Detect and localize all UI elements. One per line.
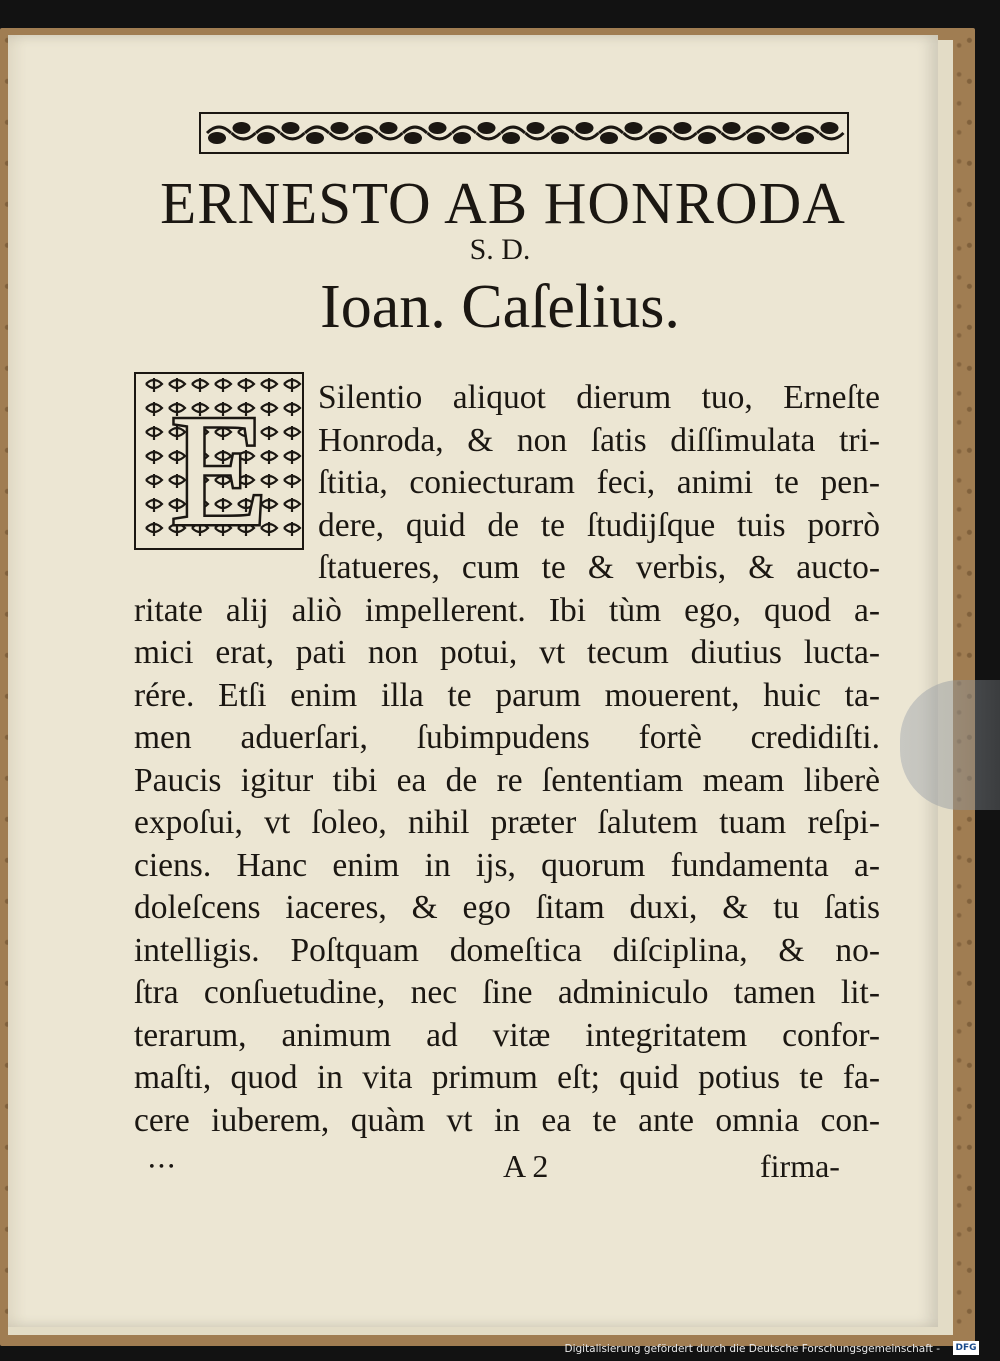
- footer-ornament-dots: •••: [148, 1160, 178, 1175]
- text-line: men aduerſari, ſubimpudens fortè credidiſti.: [134, 719, 880, 756]
- catchword: firma-: [760, 1148, 840, 1184]
- drop-cap-initial: [134, 372, 304, 550]
- page-heading: ERNESTO AB HONRODA: [160, 170, 846, 236]
- text-line: Honroda, & non ſatis diſſimulata tri-: [318, 421, 880, 459]
- text-line: ſtatueres, cum te & verbis, & aucto-: [318, 549, 880, 586]
- text-line: maſti, quod in vita primum eſt; quid potius te fa-: [134, 1059, 880, 1096]
- decorative-headpiece-ornament: [199, 112, 849, 154]
- salutation: S. D.: [469, 233, 531, 266]
- text-line: ſtitia, coniecturam feci, animi te pen-: [318, 464, 880, 501]
- text-line: doleſcens iaceres, & ego ſitam duxi, & tu ſatis: [134, 889, 880, 926]
- digitization-credit: Digitalisierung gefördert durch die Deutsche Forschungsgemeinschaft -: [564, 1343, 940, 1355]
- text-line: Paucis igitur tibi ea de re ſententiam meam liberè: [134, 761, 880, 799]
- text-line: Silentio aliquot dierum tuo, Erneſte: [318, 379, 880, 416]
- text-line: cere iuberem, quàm vt in ea te ante omnia con-: [134, 1101, 880, 1139]
- text-line: ritate alij aliò impellerent. Ibi tùm ego, quod a-: [134, 591, 880, 629]
- text-line: intelligis. Poſtquam domeſtica diſciplina, & no-: [134, 931, 880, 969]
- text-line: dere, quid de te ſtudijſque tuis porrò: [318, 506, 880, 544]
- floral-background-icon: [136, 374, 302, 548]
- signature-mark: A 2: [503, 1148, 549, 1184]
- page-holder-clip: [900, 680, 1000, 810]
- text-line: terarum, animum ad vitæ integritatem confor-: [134, 1016, 880, 1054]
- dfg-logo: DFG: [953, 1341, 979, 1355]
- text-line: rére. Etſi enim illa te parum mouerent, huic ta-: [134, 676, 880, 714]
- text-line: mici erat, pati non potui, vt tecum diutius lucta-: [134, 634, 880, 671]
- text-line: expoſui, vt ſoleo, nihil præter ſalutem tuam reſpi-: [134, 804, 880, 841]
- text-line: ſtra conſuetudine, nec ſine adminiculo tamen lit-: [134, 974, 880, 1011]
- text-line: ciens. Hanc enim in ijs, quorum fundamenta a-: [134, 846, 880, 884]
- author-name: Ioan. Caſelius.: [320, 273, 680, 341]
- drop-cap-letter: E: [170, 381, 268, 548]
